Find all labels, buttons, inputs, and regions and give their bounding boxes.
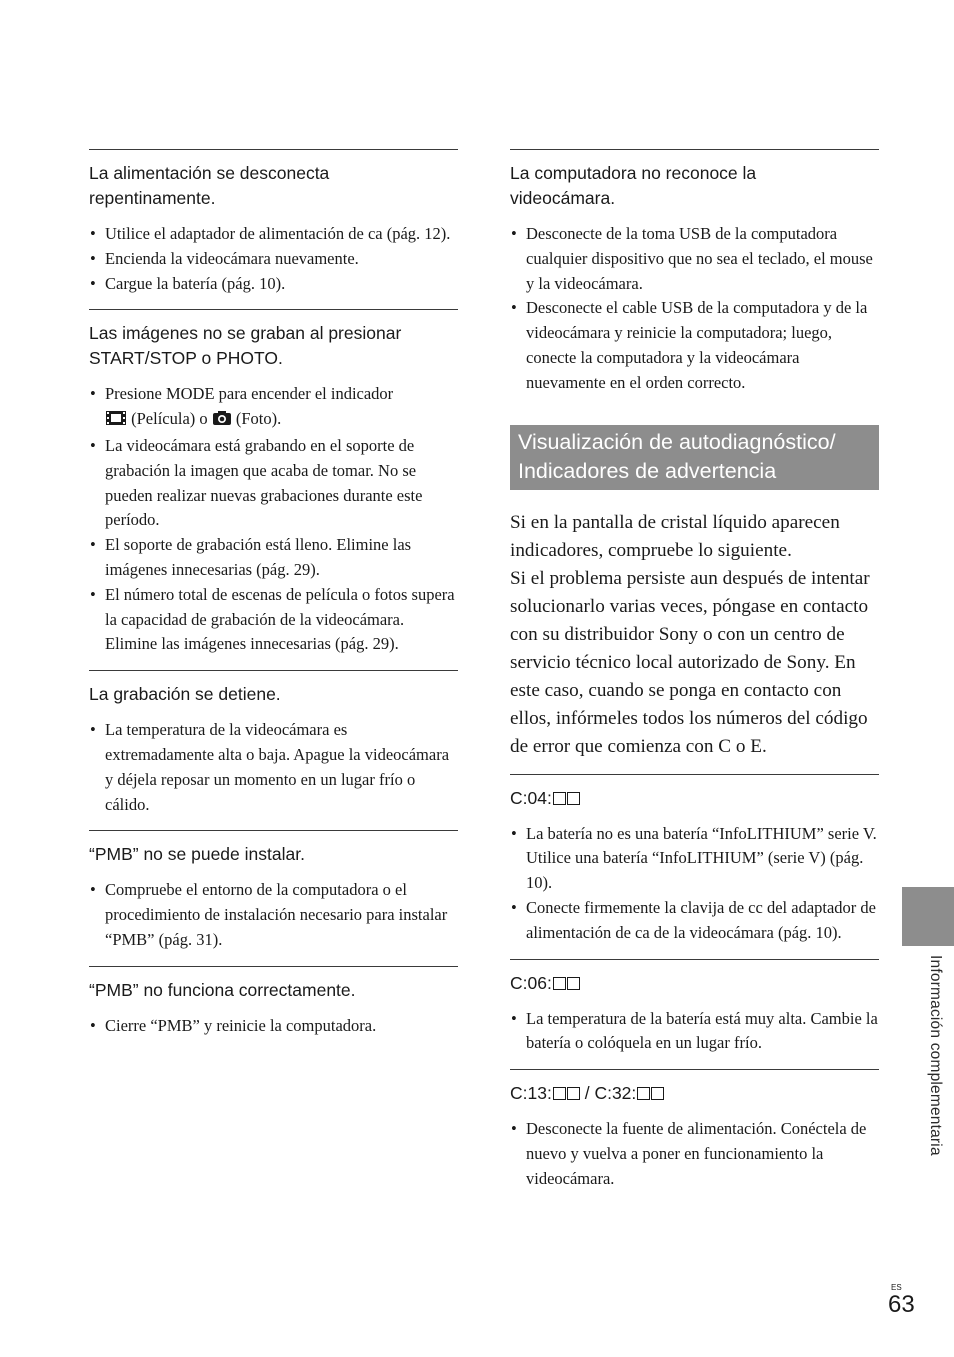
section-power-off — [89, 149, 458, 296]
banner-line: Indicadores de advertencia — [518, 458, 777, 483]
section-code-c13-c32 — [510, 1069, 879, 1191]
list-item: • Cierre “PMB” y reinicie la computadora. — [89, 1014, 458, 1039]
chapter-tab — [902, 887, 954, 946]
placeholder-box-icon — [553, 1087, 566, 1100]
error-code: C:32: — [594, 1083, 637, 1104]
list-item: • Encienda la videocámara nuevamente. — [89, 247, 458, 272]
right-column — [510, 149, 879, 1192]
list-item: • Desconecte la fuente de alimentación. Conéctela de nuevo y vuelva a poner en funcionamiento la videocámara. — [510, 1117, 879, 1191]
code-separator: / — [584, 1083, 590, 1104]
section-code-c06 — [510, 959, 879, 1057]
list-item: • Desconecte el cable USB de la computadora y de la videocámara y reinicie la computadora; luego, conecte la computadora y la videocámara nuevamente en el orden correcto. — [510, 296, 879, 395]
error-code: C:13: — [510, 1083, 552, 1104]
section-heading: La grabación se detiene. — [89, 684, 281, 705]
placeholder-box-icon — [553, 792, 566, 805]
error-code: C:04: — [510, 787, 552, 808]
section-code-c04 — [510, 774, 879, 946]
section-heading: “PMB” no funciona correctamente. — [89, 979, 356, 1000]
list-item: • Cargue la batería (pág. 10). — [89, 272, 458, 297]
bullet-list — [89, 1014, 458, 1039]
bullet-list — [89, 382, 458, 657]
section-images-not-recorded — [89, 309, 458, 657]
placeholder-box-icon — [567, 977, 580, 990]
list-item: • La batería no es una batería “InfoLITHIUM” serie V. Utilice una batería “InfoLITHIUM” (serie V) (pág. 10). — [510, 822, 879, 896]
camera-icon — [212, 409, 232, 434]
list-item: • Conecte firmemente la clavija de cc del adaptador de alimentación de ca de la videocámara (pág. 10). — [510, 896, 879, 946]
list-item-text: Presione MODE para encender el indicador — [105, 384, 394, 404]
heading-line: La computadora no reconoce la — [510, 163, 757, 183]
section-heading — [510, 161, 879, 211]
section-pmb-install — [89, 830, 458, 952]
movie-icon — [105, 409, 127, 434]
section-heading — [89, 321, 458, 371]
error-code-heading — [510, 786, 879, 811]
heading-line: Las imágenes no se graban al presionar — [89, 323, 402, 344]
bullet-list — [510, 1007, 879, 1057]
error-code: C:06: — [510, 972, 552, 993]
placeholder-box-icon — [567, 1087, 580, 1100]
heading-line: La alimentación se desconecta — [89, 163, 330, 183]
bullet-list — [510, 222, 879, 396]
bullet-list — [89, 222, 458, 296]
list-item: • Compruebe el entorno de la computadora o el procedimiento de instalación necesario para instalar “PMB” (pág. 31). — [89, 878, 458, 952]
list-item: • Desconecte de la toma USB de la computadora cualquier dispositivo que no sea el teclado, el mouse y la videocámara. — [510, 222, 879, 296]
placeholder-box-icon — [651, 1087, 664, 1100]
error-code-heading — [510, 1081, 879, 1106]
language-code: ES — [891, 1283, 902, 1292]
placeholder-box-icon — [637, 1087, 650, 1100]
list-item: • La temperatura de la batería está muy alta. Cambie la batería o colóquela en un lugar frío. — [510, 1007, 879, 1057]
bullet-list — [510, 822, 879, 946]
list-item: • La videocámara está grabando en el soporte de grabación la imagen que acaba de tomar. No se pueden realizar nuevas grabaciones durante este período. — [89, 434, 458, 533]
list-item-text: (Película) o — [131, 409, 208, 429]
section-recording-stops — [89, 670, 458, 817]
section-computer-not-recognize — [510, 149, 879, 396]
bullet-list — [89, 878, 458, 952]
section-pmb-malfunction — [89, 966, 458, 1039]
intro-text — [510, 509, 879, 761]
chapter-label: Información complementaria — [927, 955, 944, 1156]
section-heading: “PMB” no se puede instalar. — [89, 844, 305, 865]
paragraph: Si en la pantalla de cristal líquido aparecen indicadores, compruebe lo siguiente. — [510, 511, 840, 561]
paragraph: Si el problema persiste aun después de intentar solucionarlo varias veces, póngase en contacto con su distribuidor Sony o con un centro de servicio técnico local autorizado de Sony. En este caso, cuando se ponga en contacto con ellos, infórmeles todos los números del código de error que comienza con C o E. — [510, 567, 870, 757]
list-item: • El número total de escenas de película o fotos supera la capacidad de grabación de la videocámara. Elimine las imágenes innecesarias (pág. 29). — [89, 583, 458, 657]
page-number: 63 — [888, 1291, 915, 1318]
heading-line: videocámara. — [510, 188, 616, 208]
list-item-text: (Foto). — [235, 409, 282, 429]
list-item: • La temperatura de la videocámara es extremadamente alta o baja. Apague la videocámara y déjela reposar un momento en un lugar frío o cálido. — [89, 718, 458, 817]
section-banner — [510, 425, 879, 490]
heading-line: START/STOP o PHOTO. — [89, 348, 283, 369]
placeholder-box-icon — [567, 792, 580, 805]
list-item: • El soporte de grabación está lleno. Elimine las imágenes innecesarias (pág. 29). — [89, 533, 458, 583]
error-code-heading — [510, 971, 879, 996]
left-column — [89, 149, 458, 1039]
list-item — [89, 382, 458, 434]
bullet-list — [510, 1117, 879, 1191]
placeholder-box-icon — [553, 977, 566, 990]
banner-line: Visualización de autodiagnóstico/ — [518, 429, 836, 454]
list-item: • Utilice el adaptador de alimentación de ca (pág. 12). — [89, 222, 458, 247]
section-heading — [89, 161, 458, 211]
heading-line: repentinamente. — [89, 188, 216, 208]
bullet-list — [89, 718, 458, 817]
